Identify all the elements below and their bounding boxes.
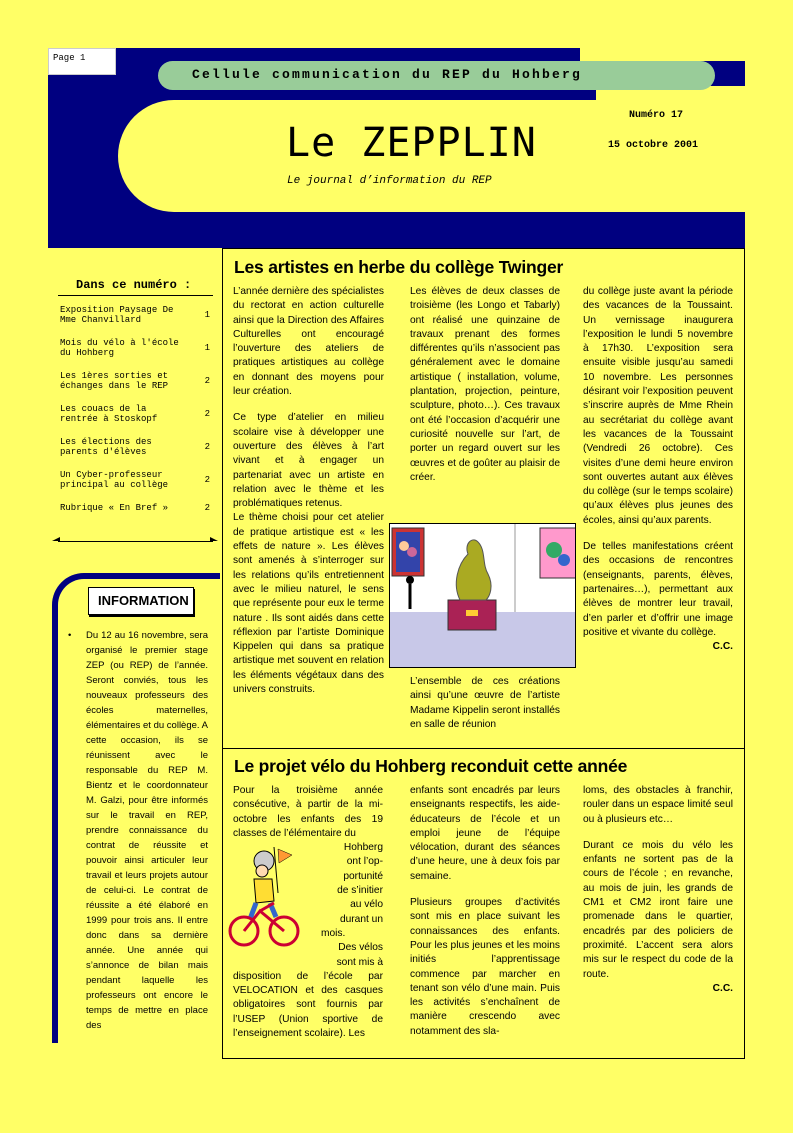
- article2-wrap-line: au vélo: [350, 899, 383, 911]
- article1-paragraph: L’ensemble de ces créations ainsi qu’une œuvre de l’artiste Madame Kippelin seront installés en salle de réunion: [410, 676, 560, 730]
- gallery-illustration: [389, 523, 576, 668]
- arrow-right-icon: [210, 535, 218, 547]
- issue-date: 15 octobre 2001: [608, 140, 699, 151]
- toc-bottom-rule: [58, 541, 213, 542]
- article2-paragraph: loms, des obstacles à franchir, rouler dans un espace limité seul ou à plusieurs etc…: [583, 785, 733, 825]
- article2-wrap-line: durant un: [339, 913, 383, 925]
- article2-paragraph: disposition de l’école par VELOCATION et des casques obligatoires sont fournis par l’USEP (Union sportive de l’enseignement scolaire). Les: [233, 970, 383, 1040]
- toc-item-page: 2: [204, 442, 210, 452]
- article1-title: Les artistes en herbe du collège Twinger: [234, 257, 564, 277]
- articles-divider: [222, 748, 745, 749]
- toc-item-page: 2: [204, 503, 210, 513]
- article2-paragraph: enfants sont encadrés par leurs enseignants respectifs, les aide-éducateurs de l’école et un emploi jeune de l’équipe vélocation, durant des séances d’une heure, une à deux fois par semaine.: [410, 785, 560, 882]
- issue-number: Numéro 17: [629, 110, 684, 121]
- toc-item-page: 2: [204, 475, 210, 485]
- toc-item-label: Un Cyber-professeur principal au collège: [60, 470, 169, 490]
- toc-item-label: Exposition Paysage De Mme Chanvillard: [60, 305, 174, 325]
- toc-item-page: 1: [204, 310, 210, 320]
- article1-col1: [233, 285, 384, 709]
- toc-item[interactable]: [60, 338, 210, 358]
- page-label: Page 1: [48, 48, 116, 75]
- toc-item[interactable]: [60, 437, 210, 457]
- article2-wrap-line: sont mis à: [336, 956, 383, 968]
- toc-item[interactable]: [60, 371, 210, 391]
- arrow-left-icon: [52, 535, 60, 547]
- toc-top-rule: [58, 295, 213, 296]
- toc-item[interactable]: [60, 305, 210, 325]
- page-title: Le ZEPPLIN: [286, 120, 537, 166]
- article1-col3: [583, 285, 733, 654]
- article2-wrap-line: de s’initier: [337, 885, 383, 897]
- article2-paragraph: Durant ce mois du vélo les enfants ne sortent pas de la cours de l’école ; en revanche, au mois de juin, les grands de CM1 et CM2 iront faire une promenade dans le quartier, encadrés par des policiers de proximité. L’accent sera alors mis sur le respect du code de la route.: [583, 839, 733, 980]
- toc-item[interactable]: [60, 470, 210, 490]
- article1-signature: C.C.: [712, 641, 733, 653]
- header-banner: Cellule communication du REP du Hohberg: [158, 61, 715, 90]
- article1-paragraph: Les élèves de deux classes de troisième (les Longo et Tabarly) ont réalisé une quinzaine de travaux prenant des formes différentes qu’ils n’associent pas généralement avec le domaine artistique ( installation, volume, plantation, projection, peinture, sculpture, photo…). Ces travaux ont été l’occasion d’acquérir une curiosité nouvelle sur l’art, de porter un regard ouvert sur les œuvres et de goûter au plaisir de créer.: [410, 286, 560, 483]
- article1-paragraph: Le thème choisi pour cet atelier de pratique artistique est « les effets de nature ». Les élèves sont amenés à s’interroger sur les relations qu’ils entretiennent avec le milieu naturel, le sens que représente pour eux le terme nature . Ils sont aidés dans cette réflexion par l’artiste Dominique Kippelen qui dans sa pratique artistique met souvent en relation les éléments végétaux dans des univers construits.: [233, 512, 384, 696]
- toc-item-label: Rubrique « En Bref »: [60, 503, 169, 513]
- toc-item[interactable]: [60, 404, 210, 424]
- masthead-curve: [596, 86, 745, 186]
- toc-item-label: Les élections des parents d'élèves: [60, 437, 152, 457]
- article2-paragraph: Pour la troisième année consécutive, à partir de la mi-octobre les enfants des 19 classes de l’élémentaire du: [233, 785, 383, 839]
- toc-item-page: 1: [204, 343, 210, 353]
- toc-title: Dans ce numéro :: [76, 278, 192, 292]
- article2-wrap-line: ont l’op-: [346, 856, 383, 868]
- toc-item[interactable]: [60, 503, 210, 513]
- toc-item-label: Les couacs de la rentrée à Stoskopf: [60, 404, 158, 424]
- article2-col3: [583, 784, 733, 996]
- page-subtitle: Le journal d’information du REP: [287, 175, 492, 187]
- information-heading: INFORMATION: [88, 587, 194, 615]
- child-on-bike-icon: [228, 845, 300, 953]
- article1-paragraph: L’année dernière des spécialistes du rectorat en action culturelle ainsi que la Direction des Affaires Culturelles ont encouragé l’ouverture des ateliers de pratiques artistiques au collège en donnant des moyens pour leur création.: [233, 286, 384, 398]
- table-of-contents: [60, 305, 210, 526]
- article2-signature: C.C.: [712, 982, 733, 994]
- article1-col2-bottom: [410, 675, 560, 744]
- article2-wrap-line: mois.: [321, 927, 346, 939]
- information-text: [70, 628, 208, 1033]
- article2-wrap-line: portunité: [343, 870, 383, 882]
- article1-paragraph: Ce type d’atelier en milieu scolaire vise à développer une ouverture des élèves à l’art vivant et à engager un partenariat avec un artiste en relation avec le thème et les problématiques retenus.: [233, 412, 384, 510]
- masthead-cutout: [580, 48, 745, 61]
- article1-paragraph: du collège juste avant la période des vacances de la Toussaint. Un vernissage inaugurera l’exposition le lundi 5 novembre à 17h30. L’exposition sera ensuite visible jusqu’au samedi 10 novembre. Les personnes désirant voir l’exposition peuvent s’inscrire auprès de Mme Rhein au secrétariat du collège avant les vacances de la Toussaint (Vendredi 26 octobre). Ces visites d’une demi heure environ sont ouvertes autant aux élèves du collège (sur le temps scolaire) qu’aux élèves plus jeunes des écoles, ainsi qu’aux parents.: [583, 286, 733, 526]
- article2-wrap-line: Hohberg: [343, 842, 383, 854]
- toc-item-label: Les 1ères sorties et échanges dans le REP: [60, 371, 169, 391]
- article2-title: Le projet vélo du Hohberg reconduit cette année: [234, 756, 628, 776]
- article1-col2: [410, 285, 560, 497]
- toc-item-page: 2: [204, 409, 210, 419]
- bullet-icon: •: [68, 630, 72, 641]
- article2-col2: [410, 784, 560, 1051]
- toc-item-label: Mois du vélo à l'école du Hohberg: [60, 338, 179, 358]
- toc-item-page: 2: [204, 376, 210, 386]
- article2-paragraph: Plusieurs groupes d’activités sont mis en place suivant les connaissances des enfants. Pour les plus jeunes et les moins initiés l’apprentissage commence par marcher en tenant son vélo d’une main. Puis les activités s’enchaînent de manière crescendo avec notamment des sla-: [410, 897, 560, 1037]
- article1-paragraph: De telles manifestations créent des occasions de rencontres (enseignants, parents, élèves, partenaires…), permettant aux élèves de montrer leur travail, d’en parler et d’offrir une image positive et vivante du collège.: [583, 541, 733, 638]
- information-paragraph: Du 12 au 16 novembre, sera organisé le premier stage ZEP (ou REP) de l’année. Seront conviés, tous les nouveaux professeurs des écoles maternelles, élémentaires et du collège. A cette occasion, ils se réunissent avec le responsable du REP M. Bientz et le coordonnateur M. Galzi, pour être informés sur le travail en REP, prendre connaissance du contrat de réussite et pouvoir ainsi articuler leur travail et leurs projets autour de celui-ci. Le contrat de réussite a été élaboré en 1999 pour trois ans. Il entre donc dans sa dernière année. Une année qui s’annonce de bilan mais pendant laquelle les professeurs ont encore le temps de mettre en place des: [86, 630, 208, 1031]
- sculpture-image: [390, 524, 576, 668]
- article2-wrap-line: Des vélos: [338, 942, 383, 954]
